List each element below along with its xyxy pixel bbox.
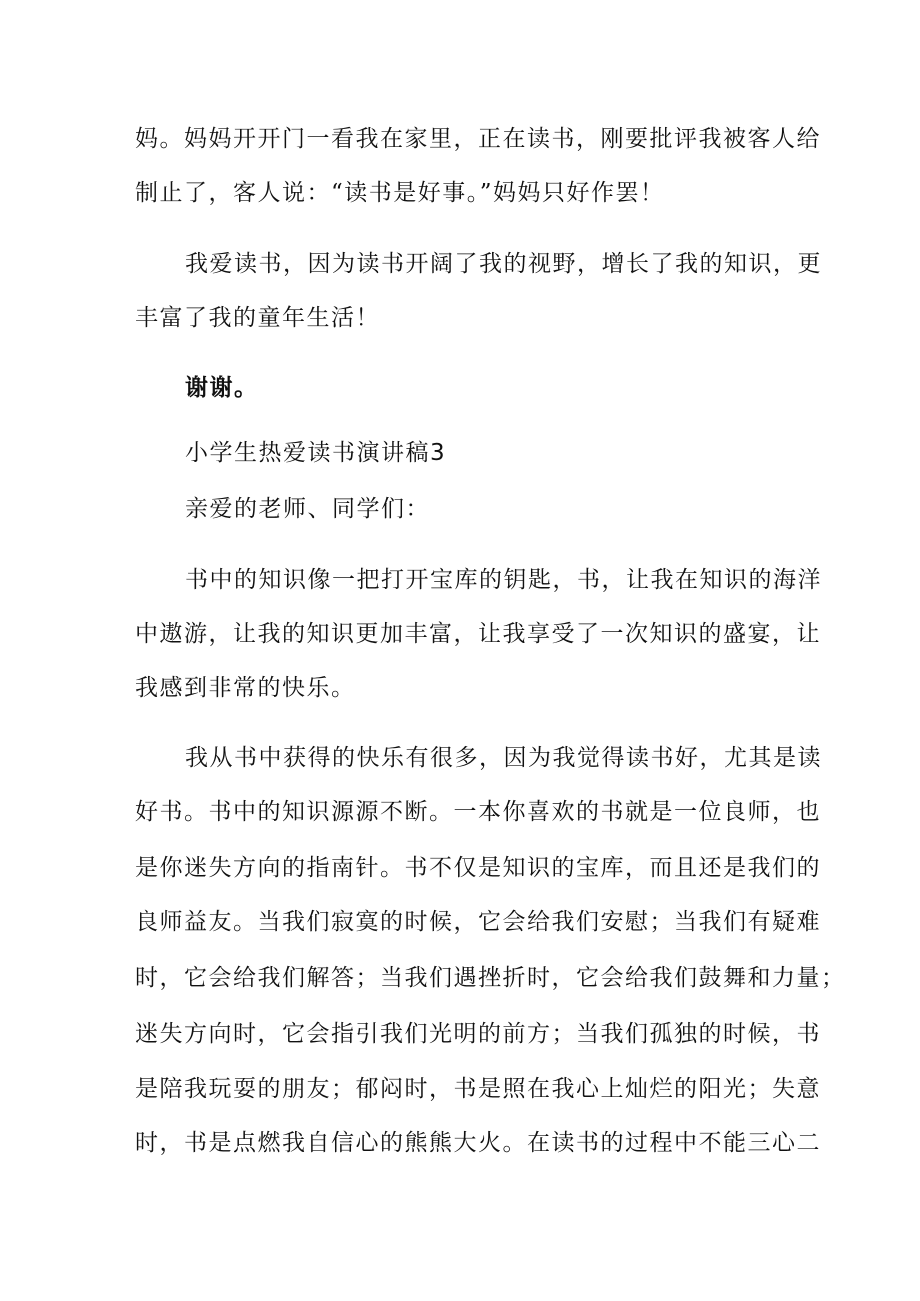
- paragraph-line: 时，它会给我们解答；当我们遇挫折时，它会给我们鼓舞和力量；: [135, 965, 846, 991]
- paragraph-line: 是陪我玩耍的朋友；郁闷时，书是照在我心上灿烂的阳光；失意: [135, 1076, 821, 1102]
- salutation: 亲爱的老师、同学们：: [185, 496, 430, 522]
- paragraph-line: 我感到非常的快乐。: [135, 675, 356, 701]
- paragraph-line: 良师益友。当我们寂寞的时候，它会给我们安慰；当我们有疑难: [135, 909, 821, 935]
- paragraph-line: 我爱读书，因为读书开阔了我的视野，增长了我的知识，更: [185, 251, 822, 277]
- paragraph-line: 中遨游，让我的知识更加丰富，让我享受了一次知识的盛宴，让: [135, 621, 821, 647]
- paragraph-line: 时，书是点燃我自信心的熊熊大火。在读书的过程中不能三心二: [135, 1130, 821, 1156]
- paragraph-line: 是你迷失方向的指南针。书不仅是知识的宝库，而且还是我们的: [135, 855, 821, 881]
- paragraph-line: 迷失方向时，它会指引我们光明的前方；当我们孤独的时候，书: [135, 1021, 821, 1047]
- section-heading: 小学生热爱读书演讲稿3: [185, 440, 447, 466]
- paragraph-line: 丰富了我的童年生活！: [135, 305, 380, 331]
- closing-thanks: 谢谢。: [185, 375, 259, 401]
- paragraph-line: 妈。妈妈开开门一看我在家里，正在读书，刚要批评我被客人给: [135, 126, 821, 152]
- paragraph-line: 制止了，客人说：“读书是好事。”妈妈只好作罢！: [135, 180, 665, 206]
- paragraph-line: 书中的知识像一把打开宝库的钥匙，书，让我在知识的海洋: [185, 567, 822, 593]
- paragraph-line: 好书。书中的知识源源不断。一本你喜欢的书就是一位良师，也: [135, 799, 821, 825]
- paragraph-line: 我从书中获得的快乐有很多，因为我觉得读书好，尤其是读: [185, 745, 822, 771]
